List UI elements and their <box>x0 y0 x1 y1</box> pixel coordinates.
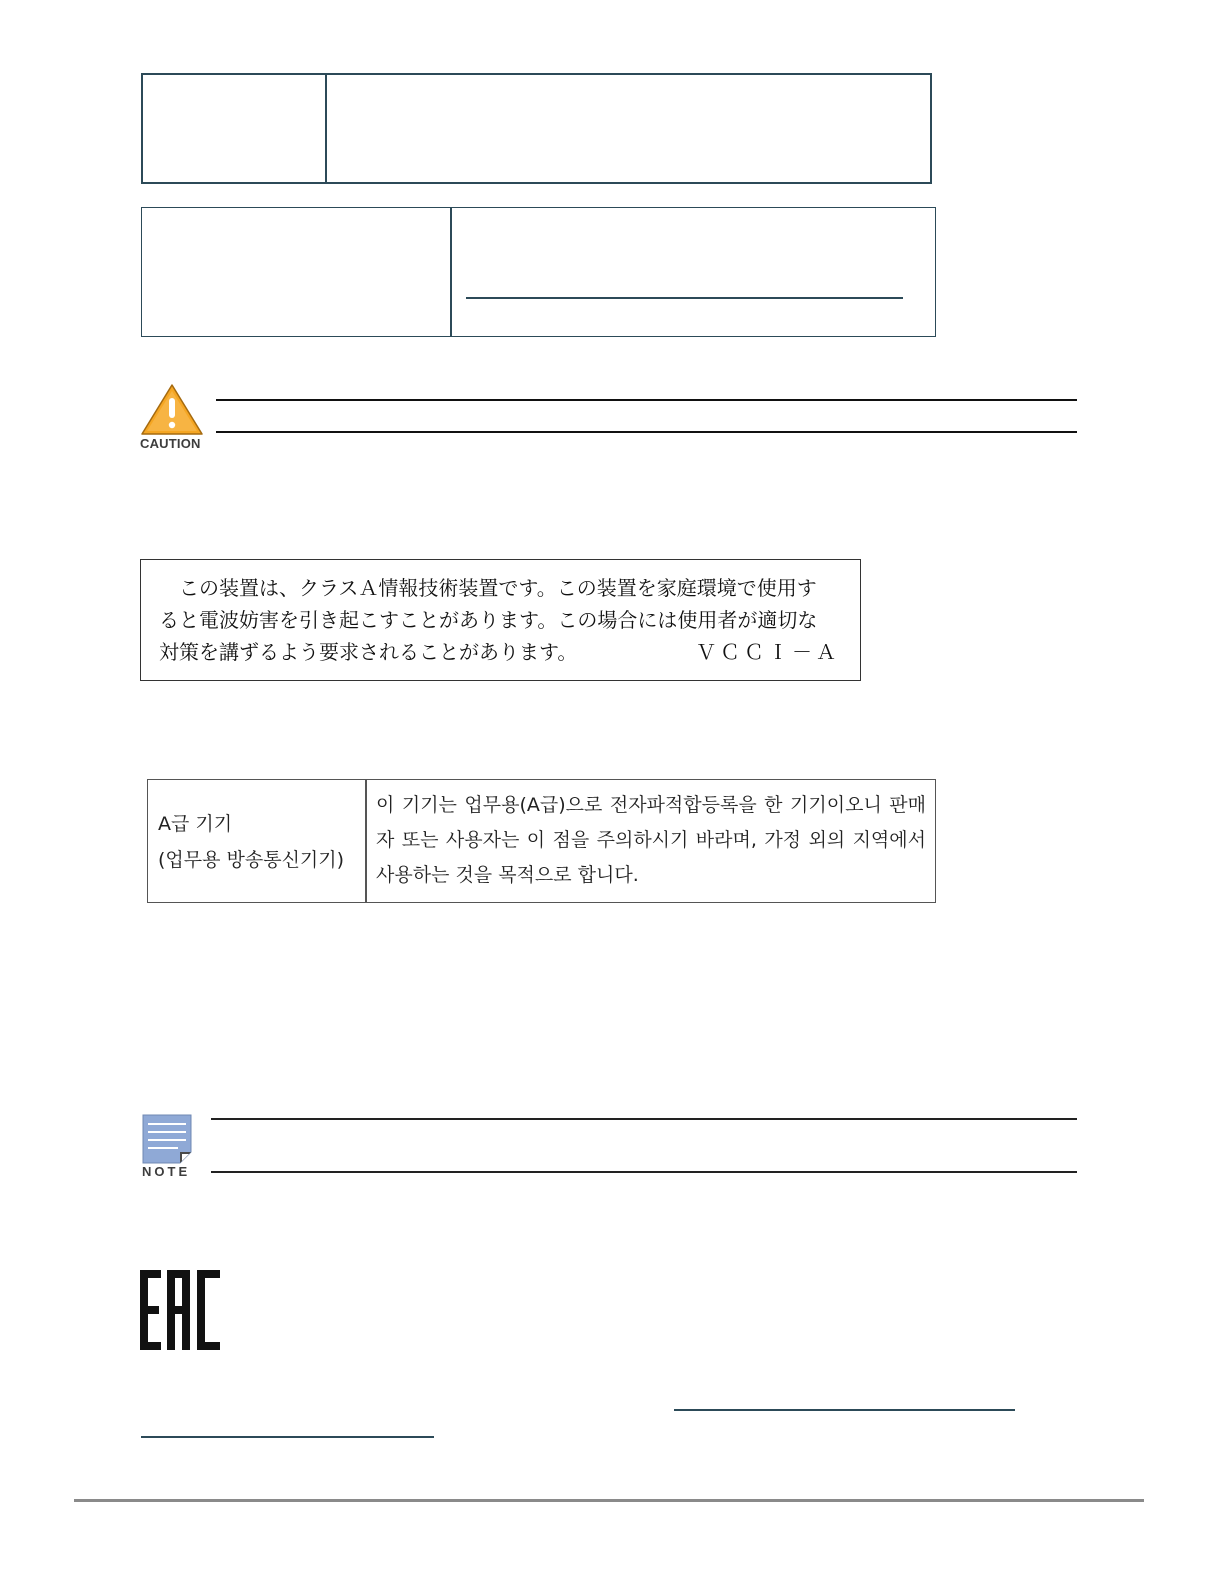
table-divider <box>450 208 452 336</box>
caution-top-rule <box>216 399 1077 401</box>
link-underline[interactable] <box>466 297 903 299</box>
eac-logo-icon <box>140 1270 220 1350</box>
korea-class-label <box>158 806 344 878</box>
link-underline[interactable] <box>141 1436 434 1438</box>
table-divider <box>365 780 367 902</box>
note-bottom-rule <box>211 1171 1077 1173</box>
korea-class-line-2: (업무용 방송통신기기) <box>158 849 345 871</box>
korea-class-line-1: A급 기기 <box>158 813 233 835</box>
caution-label: CAUTION <box>140 436 201 451</box>
vcci-mark: ＶＣＣＩ－Ａ <box>696 640 840 664</box>
korea-notice-box <box>147 779 936 903</box>
vcci-line-2: ると電波妨害を引き起こすことがあります。この場合には使用者が適切な <box>159 608 818 632</box>
vcci-notice-box <box>140 559 861 681</box>
note-label: NOTE <box>142 1164 191 1179</box>
korea-notice-text: 이 기기는 업무용(A급)으로 전자파적합등록을 한 기기이오니 판매자 또는 사용자는 이 점을 주의하시기 바라며, 가정 외의 지역에서 사용하는 것을 목적으로 합니다. <box>376 794 926 886</box>
info-table-1 <box>141 73 932 184</box>
table-divider <box>325 75 327 182</box>
vcci-line-3: 対策を講ずるよう要求されることがあります。 <box>159 640 578 664</box>
caution-bottom-rule <box>216 431 1077 433</box>
link-underline[interactable] <box>674 1409 1015 1411</box>
info-table-2 <box>141 207 936 337</box>
note-top-rule <box>211 1118 1077 1120</box>
note-icon <box>141 1114 193 1166</box>
footer-rule <box>74 1499 1144 1502</box>
vcci-line-1: この装置は、クラスＡ情報技術装置です。この装置を家庭環境で使用す <box>179 576 817 600</box>
